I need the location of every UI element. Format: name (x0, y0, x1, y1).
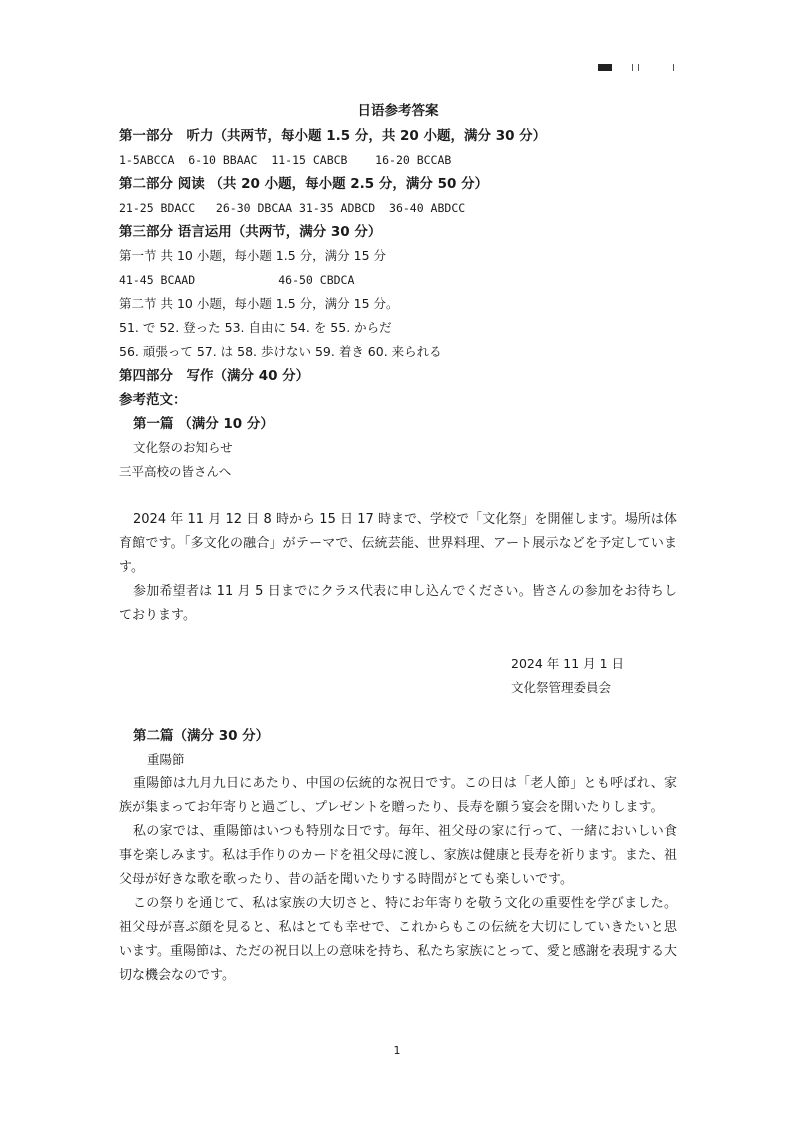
part3-section2-desc: 第二节 共 10 小题，每小题 1.5 分，满分 15 分。 (119, 296, 399, 311)
header-tick (632, 64, 633, 71)
part3-section2-answers-1: 51. で 52. 登った 53. 自由に 54. を 55. からだ (119, 320, 392, 335)
sample-label: 参考范文： (119, 392, 187, 408)
header-tick (673, 64, 674, 71)
part4-heading: 第四部分 写作（满分 40 分） (119, 368, 310, 384)
header-mark (598, 64, 612, 71)
part1-heading: 第一部分 听力（共两节，每小题 1.5 分，共 20 小题，满分 30 分） (119, 128, 547, 144)
part3-section1-desc: 第一节 共 10 小题，每小题 1.5 分，满分 15 分 (119, 248, 387, 263)
page-number: 1 (393, 1044, 401, 1057)
part2-heading: 第二部分 阅读 （共 20 小题，每小题 2.5 分，满分 50 分） (119, 176, 489, 192)
essay2-heading: 第二篇（满分 30 分） (133, 728, 270, 744)
essay1-paragraph: 2024 年 11 月 12 日 8 時から 15 日 17 時まで、学校で「文化祭」を開催します。場所は体育館です。「多文化の融合」がテーマで、伝統芸能、世界料理、アート展示などを予定しています。 (119, 512, 677, 575)
essay2-paragraph: 重陽節は九月九日にあたり、中国の伝統的な祝日です。この日は「老人節」とも呼ばれ、家族が集まってお年寄りと過ごし、プレゼントを贈ったり、長寿を願う宴会を開いたりします。 (119, 776, 677, 815)
page-title: 日语参考答案 (357, 103, 439, 119)
essay2-paragraph: 私の家では、重陽節はいつも特別な日です。毎年、祖父母の家に行って、一緒においしい食事を楽しみます。私は手作りのカードを祖父母に渡し、家族は健康と長寿を祈ります。また、祖父母が好きな歌を歌ったり、昔の話を聞いたりする時間がとても楽しいです。 (119, 824, 677, 887)
part3-section1-answers: 41-45 BCAAD 46-50 CBDCA (119, 273, 355, 287)
part3-heading: 第三部分 语言运用（共两节，满分 30 分） (119, 224, 382, 240)
document-body (119, 100, 677, 988)
part2-answers: 21-25 BDACC 26-30 DBCAA 31-35 ADBCD 36-40 ABDCC (119, 201, 466, 215)
essay1-paragraph: 参加希望者は 11 月 5 日までにクラス代表に申し込んでください。皆さんの参加をお待ちしております。 (119, 584, 677, 623)
part3-section2-answers-2: 56. 頑張って 57. は 58. 歩けない 59. 着き 60. 来られる (119, 344, 442, 359)
essay1-recipient: 三平高校の皆さんへ (119, 464, 232, 479)
essay1-title: 文化祭のお知らせ (133, 440, 233, 455)
essay2-paragraph: この祭りを通じて、私は家族の大切さと、特にお年寄りを敬う文化の重要性を学びました。祖父母が喜ぶ顔を見ると、私はとても幸せで、これからもこの伝統を大切にしていきたいと思います。重陽節は、ただの祝日以上の意味を持ち、私たち家族にとって、愛と感謝を表現する大切な機会なのです。 (119, 896, 677, 983)
essay1-heading: 第一篇 （满分 10 分） (133, 416, 274, 432)
essay2-title: 重陽節 (147, 752, 185, 767)
part1-answers: 1-5ABCCA 6-10 BBAAC 11-15 CABCB 16-20 BCCAB (119, 153, 452, 167)
essay1-date: 2024 年 11 月 1 日 (511, 656, 625, 671)
essay1-sender: 文化祭管理委員会 (511, 680, 612, 695)
header-tick (638, 64, 639, 71)
